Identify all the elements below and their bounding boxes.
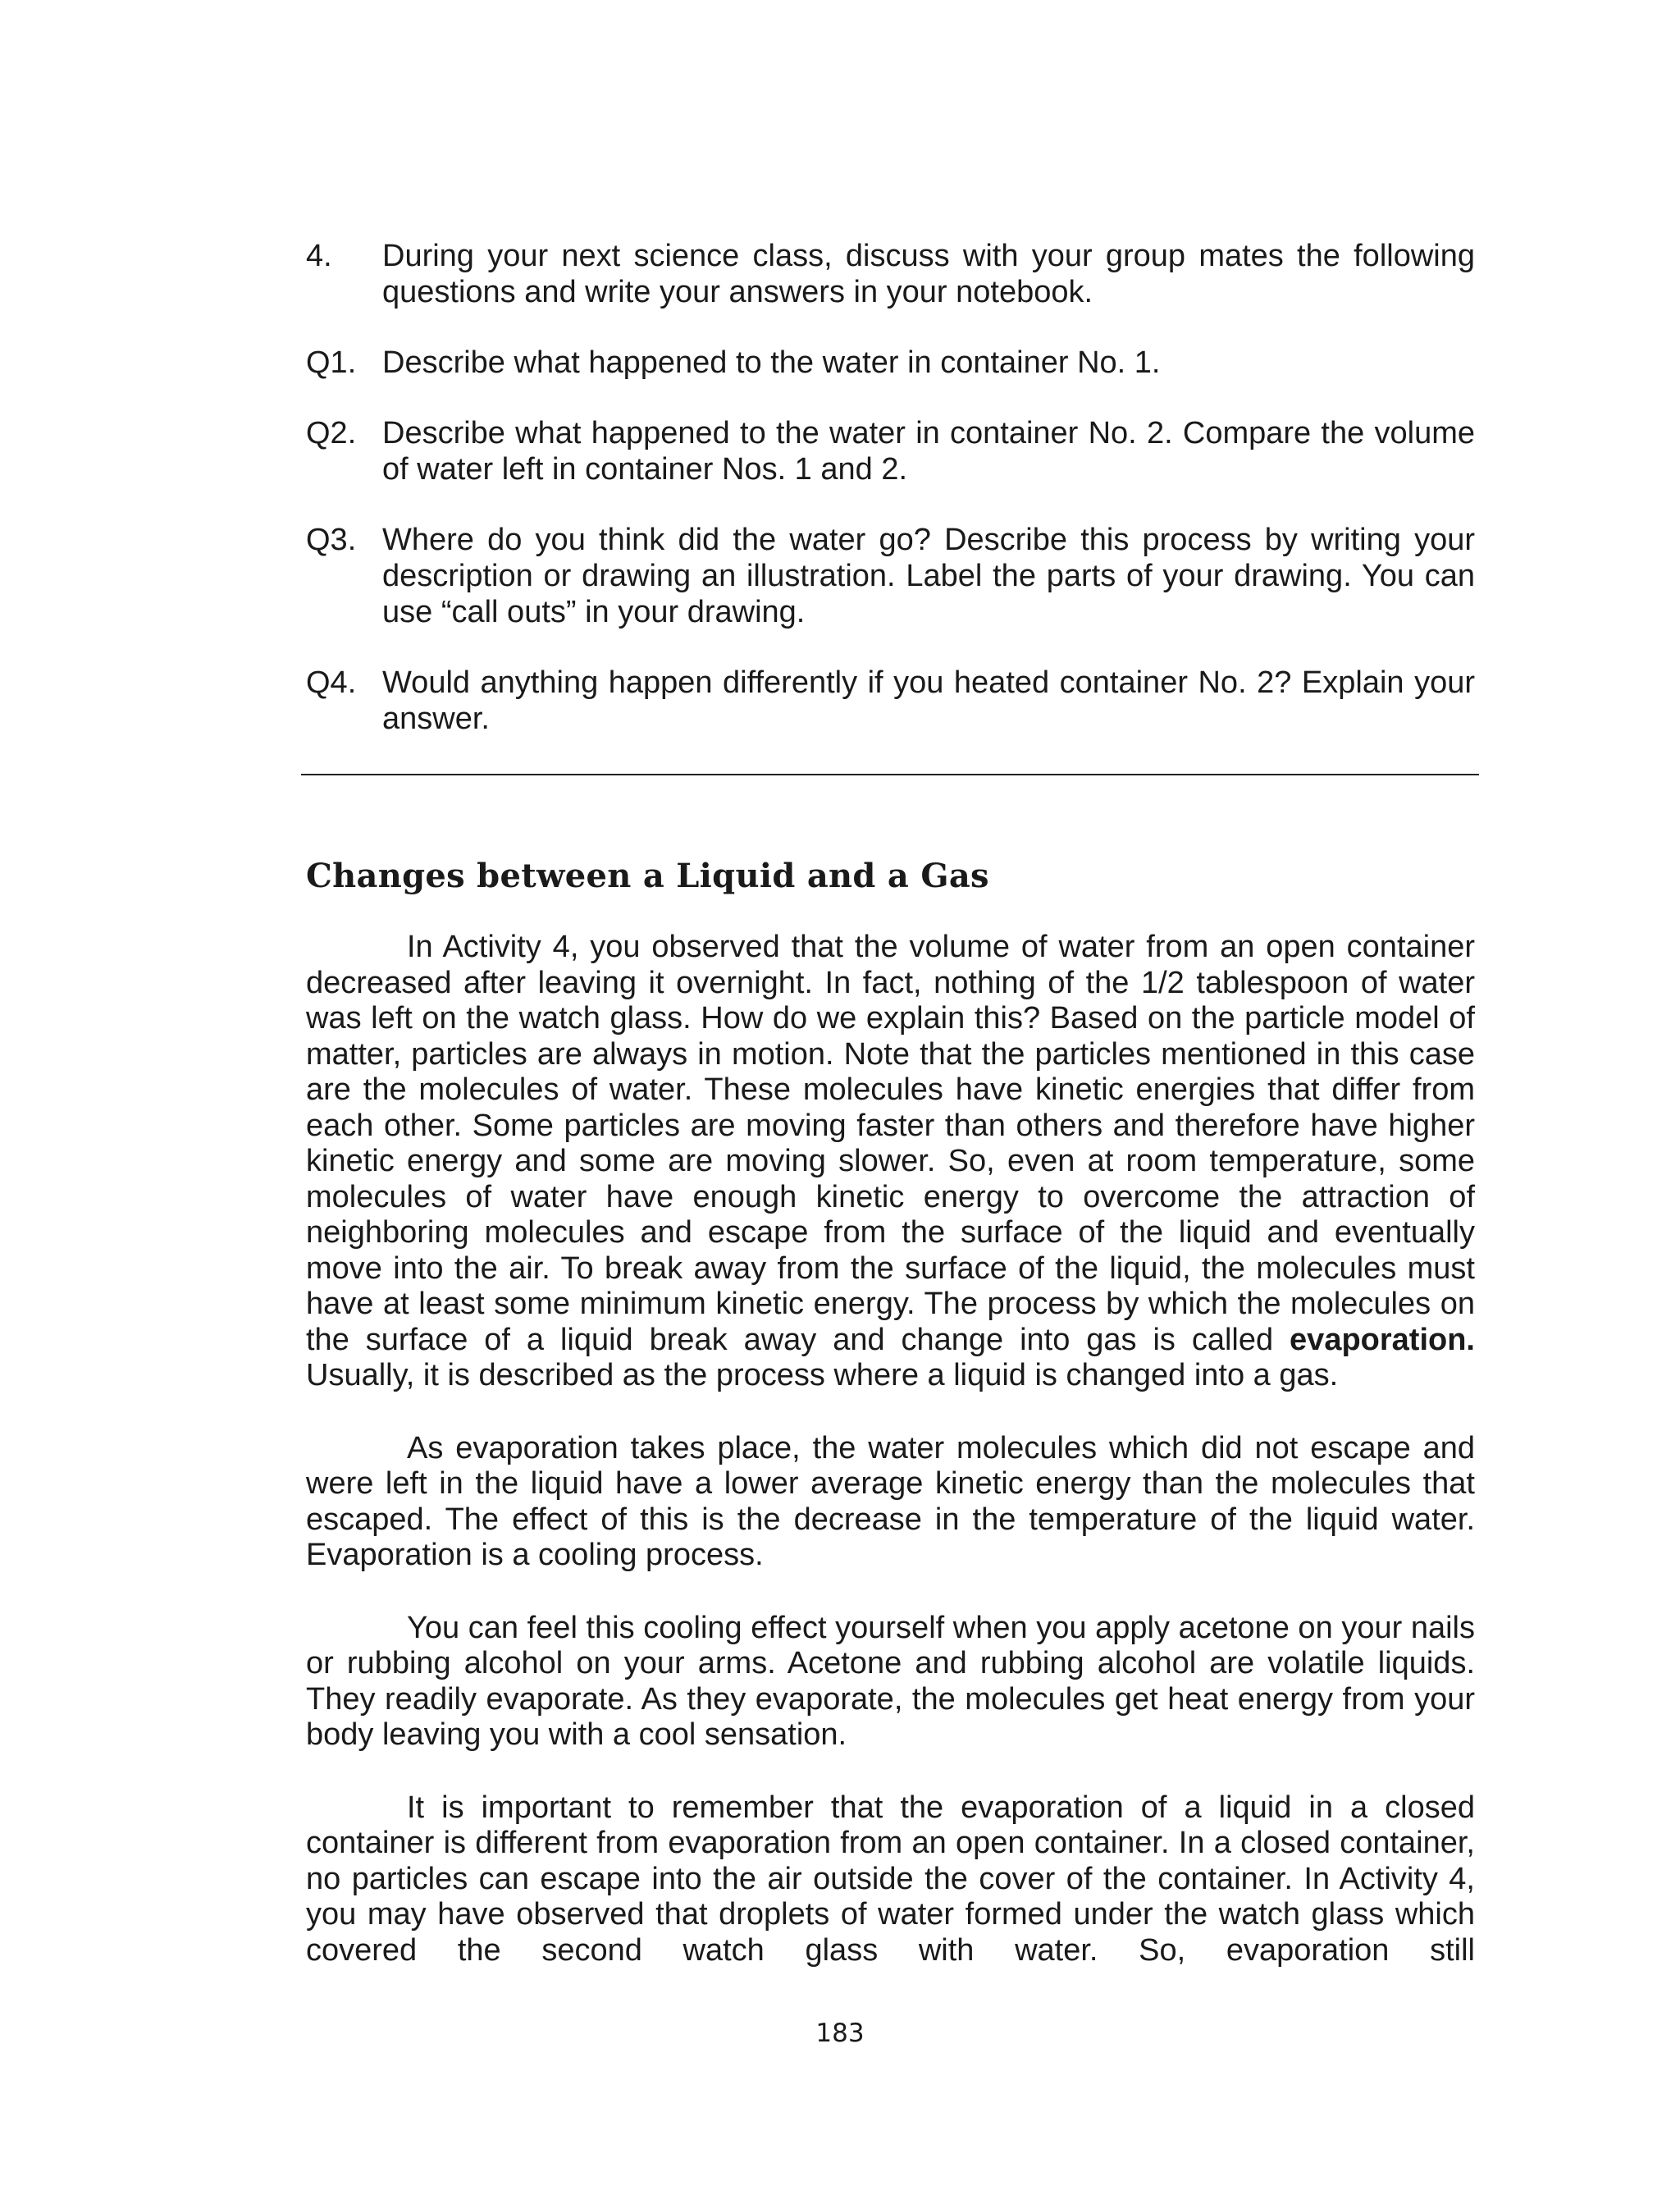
- key-term: evaporation.: [1290, 1322, 1475, 1357]
- item-text: Describe what happened to the water in container No. 2. Compare the volume of water left in container Nos. 1 and 2.: [382, 416, 1475, 487]
- list-item: [306, 238, 1475, 310]
- paragraph: [306, 930, 1475, 1394]
- section-body: [306, 930, 1475, 1968]
- item-number: Q3.: [306, 523, 357, 557]
- paragraph: As evaporation takes place, the water molecules which did not escape and were left in the liquid have a lower average kinetic energy than the molecules that escaped. The effect of this is the decrease in the temperature of the liquid water. Evaporation is a cooling process.: [306, 1430, 1475, 1572]
- item-number: 4.: [306, 239, 332, 273]
- list-item: [306, 345, 1475, 381]
- section-divider: [301, 774, 1479, 775]
- paragraph: You can feel this cooling effect yourself when you apply acetone on your nails or rubbing alcohol on your arms. Acetone and rubbing alcohol are volatile liquids. They readily evaporate. As they evaporate, the molecules get heat energy from your body leaving you with a cool sensation.: [306, 1610, 1475, 1752]
- section-heading: Changes between a Liquid and a Gas: [306, 857, 989, 895]
- question-list: [306, 238, 1475, 737]
- paragraph: It is important to remember that the evaporation of a liquid in a closed container is different from evaporation from an open container. In a closed container, no particles can escape into the air outside the cover of the container. In Activity 4, you may have observed that droplets of water formed under the watch glass which covered the second watch glass with water. So, evaporation still: [306, 1790, 1475, 1968]
- list-item: [306, 665, 1475, 737]
- questions-block: [306, 238, 1475, 771]
- item-text: Would anything happen differently if you heated container No. 2? Explain your answer.: [382, 665, 1475, 736]
- item-text: Where do you think did the water go? Describe this process by writing your description or drawing an illustration. Label the parts of your drawing. You can use “call outs” in your drawing.: [382, 523, 1475, 629]
- item-text: During your next science class, discuss with your group mates the following questions and write your answers in your notebook.: [382, 239, 1475, 309]
- paragraph-text: In Activity 4, you observed that the volume of water from an open container decreased after leaving it overnight. In fact, nothing of the 1/2 tablespoon of water was left on the watch glass. How do we explain this? Based on the particle model of matter, particles are always in motion. Note that the particles mentioned in this case are the molecules of water. These molecules have kinetic energies that differ from each other. Some particles are moving faster than others and therefore have higher kinetic energy and some are moving slower. So, even at room temperature, some molecules of water have enough kinetic energy to overcome the attraction of neighboring molecules and escape from the surface of the liquid and eventually move into the air. To break away from the surface of the liquid, the molecules must have at least some minimum kinetic energy. The process by which the molecules on the surface of a liquid break away and change into gas is called: [306, 930, 1475, 1357]
- paragraph-text: Usually, it is described as the process where a liquid is changed into a gas.: [306, 1358, 1339, 1392]
- list-item: [306, 522, 1475, 630]
- item-number: Q1.: [306, 345, 357, 380]
- list-item: [306, 415, 1475, 487]
- page-number: 183: [815, 2019, 865, 2048]
- item-number: Q4.: [306, 665, 357, 700]
- item-number: Q2.: [306, 416, 357, 450]
- item-text: Describe what happened to the water in container No. 1.: [382, 345, 1161, 380]
